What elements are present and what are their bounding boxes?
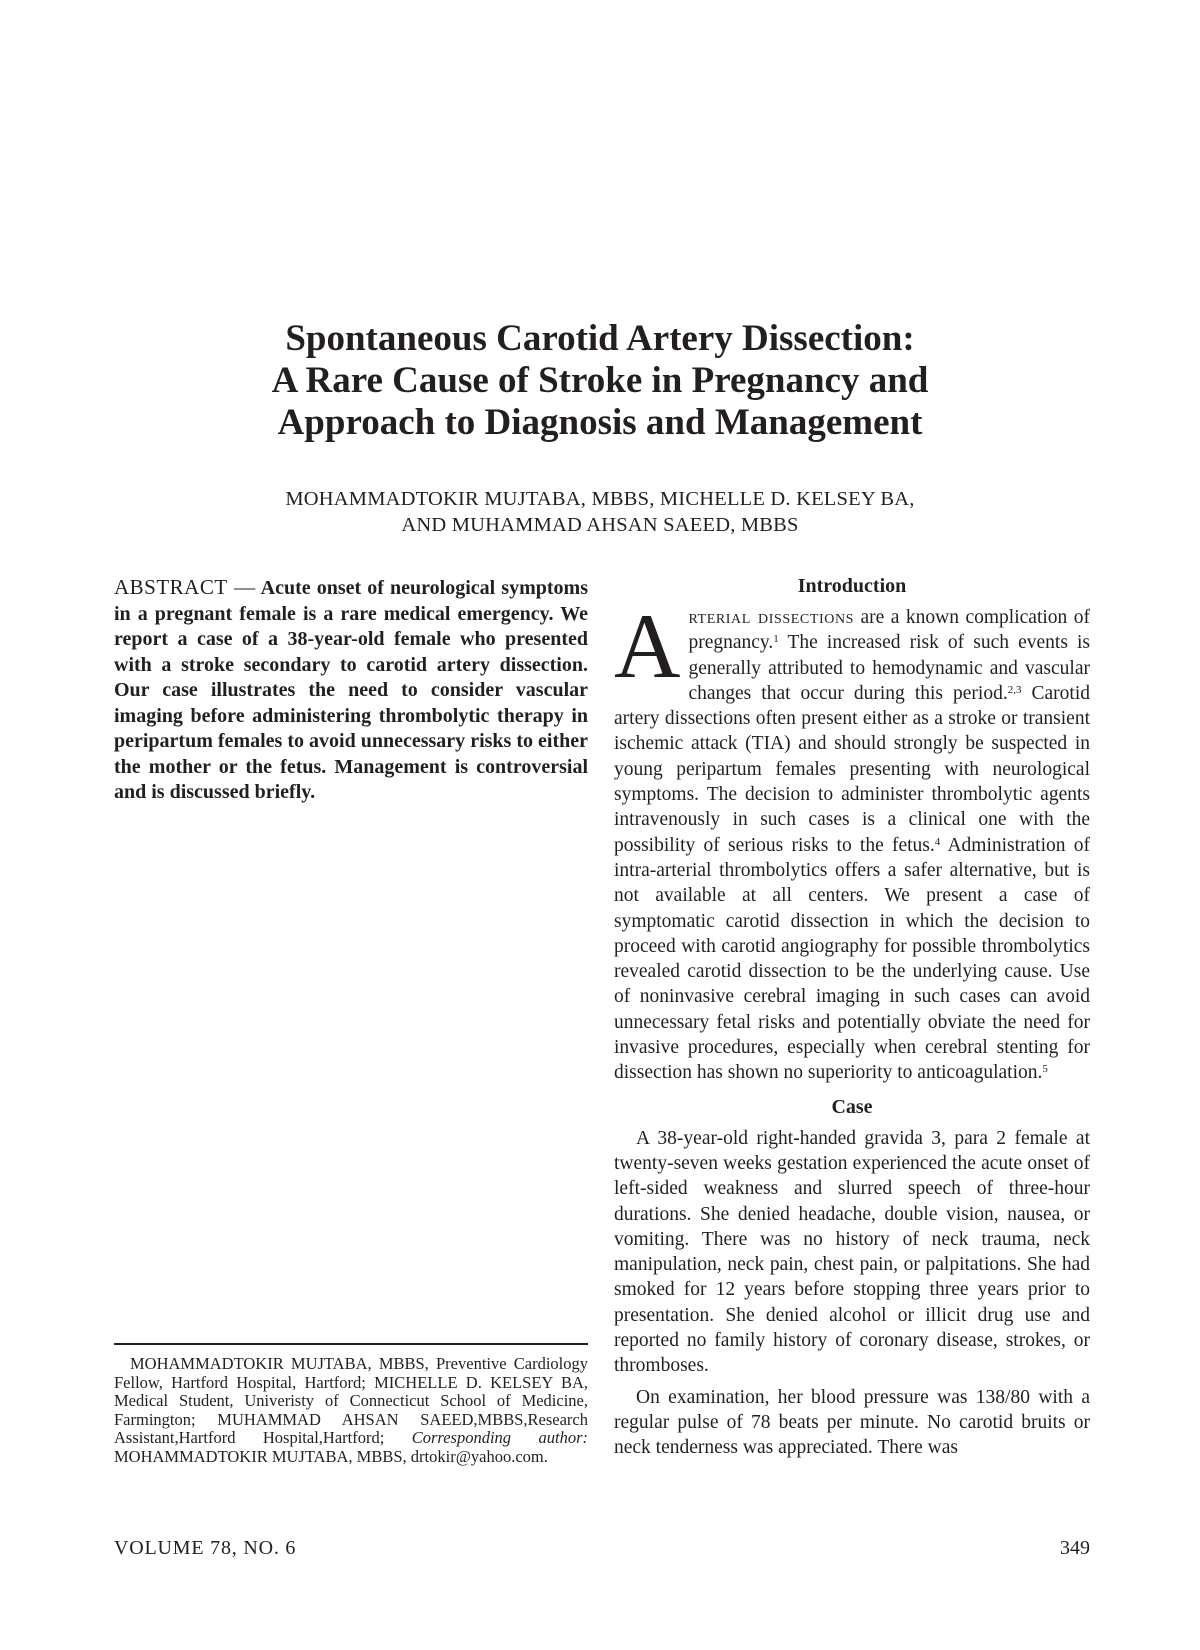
abstract (114, 575, 588, 806)
article-title (160, 318, 1040, 444)
drop-cap: A (614, 595, 681, 697)
case-paragraph-2: On examination, her blood pressure was 138/80 with a regular pulse of 78 beats per minute. No carotid bruits or neck tenderness was appreciated. There was (614, 1386, 1090, 1459)
introduction-paragraph (614, 595, 1091, 1086)
intro-text-3: Carotid artery dissections often present either as a stroke or transient ischemic attack (TIA) and should strongly be suspected in young peripartum females presenting with neurological symptoms. The decision to administer thrombolytic agents intravenously in such cases is a clinical one with the possibility of serious risks to the fetus. (614, 682, 1091, 856)
intro-text-4: Administration of intra-arterial thrombolytics offers a safer alternative, but is not available at all centers. We present a case of symptomatic carotid dissection in which the decision to proceed with carotid angiography for possible thrombolytics revealed carotid dissection to be the underlying cause. Use of noninvasive cerebral imaging in such cases can avoid unnecessary fetal risks and potentially obviate the need for invasive procedures, especially when cerebral stenting for dissection has shown no superiority to anticoagulation. (614, 834, 1090, 1084)
author-affiliations-footnote (114, 1355, 588, 1466)
authors-line-2: AND MUHAMMAD AHSAN SAEED, MBBS (401, 514, 799, 536)
title-line-1: Spontaneous Carotid Artery Dissection: (285, 318, 915, 359)
footnote-divider (114, 1343, 588, 1345)
case-paragraph-1: A 38-year-old right-handed gravida 3, para 2 female at twenty-seven weeks gestation experienced the acute onset of left-sided weakness and slurred speech of three-hour durations. She denied headache, double vision, nausea, or vomiting. There was no history of neck trauma, neck manipulation, neck pain, chest pain, or palpitations. She had smoked for 12 years before stopping three years prior to presentation. She denied alcohol or illicit drug use and reported no family history of coronary disease, strokes, or thromboses. (614, 1127, 1090, 1377)
authors-line-1: MOHAMMADTOKIR MUJTABA, MBBS, MICHELLE D. KELSEY BA, (285, 488, 915, 510)
volume-issue: VOLUME 78, NO. 6 (114, 1537, 297, 1559)
author-list (150, 486, 1050, 538)
case-heading: Case (831, 1095, 873, 1118)
footnote-affiliations: MOHAMMADTOKIR MUJTABA, MBBS, Preventive Cardiology Fellow, Hartford Hospital, Hartford; MICHELLE D. KELSEY BA, Medical Student, Univeristy of Connecticut School of Medicine, Farmington; MUHAMMAD AHSAN SAEED,MBBS,Research Assistant,Hartford Hospital,Hartford; (114, 1354, 588, 1447)
intro-smallcaps-lead: rterial dissections (688, 607, 855, 628)
citation-4: 4 (934, 835, 941, 848)
citation-5: 5 (1042, 1063, 1048, 1076)
footnote-contact: MOHAMMADTOKIR MUJTABA, MBBS, drtokir@yahoo.com. (114, 1446, 548, 1466)
corresponding-author-label: Corresponding author: (411, 1428, 588, 1447)
abstract-label: ABSTRACT — (114, 575, 256, 599)
citation-1: 1 (773, 633, 779, 646)
page-number: 349 (1060, 1537, 1090, 1559)
title-line-2: A Rare Cause of Stroke in Pregnancy and (271, 360, 929, 401)
citation-2-3: 2,3 (1007, 683, 1022, 696)
introduction-heading: Introduction (797, 575, 907, 597)
right-column (614, 573, 1090, 1461)
intro-text-1: are a known complication of pregnancy. (688, 607, 1090, 654)
intro-text-2: The increased risk of such events is generally attributed to hemodynamic and vascular changes that occur during this period. (688, 632, 1090, 704)
abstract-text: Acute onset of neurological symptoms in a pregnant female is a rare medical emergency. We report a case of a 38-year-old female who presented with a stroke secondary to carotid artery dissection. Our case illustrates the need to consider vascular imaging before administering thrombolytic therapy in peripartum females to avoid unnecessary risks to either the mother or the fetus. Management is controversial and is discussed briefly. (114, 577, 588, 803)
title-line-3: Approach to Diagnosis and Management (277, 402, 923, 443)
